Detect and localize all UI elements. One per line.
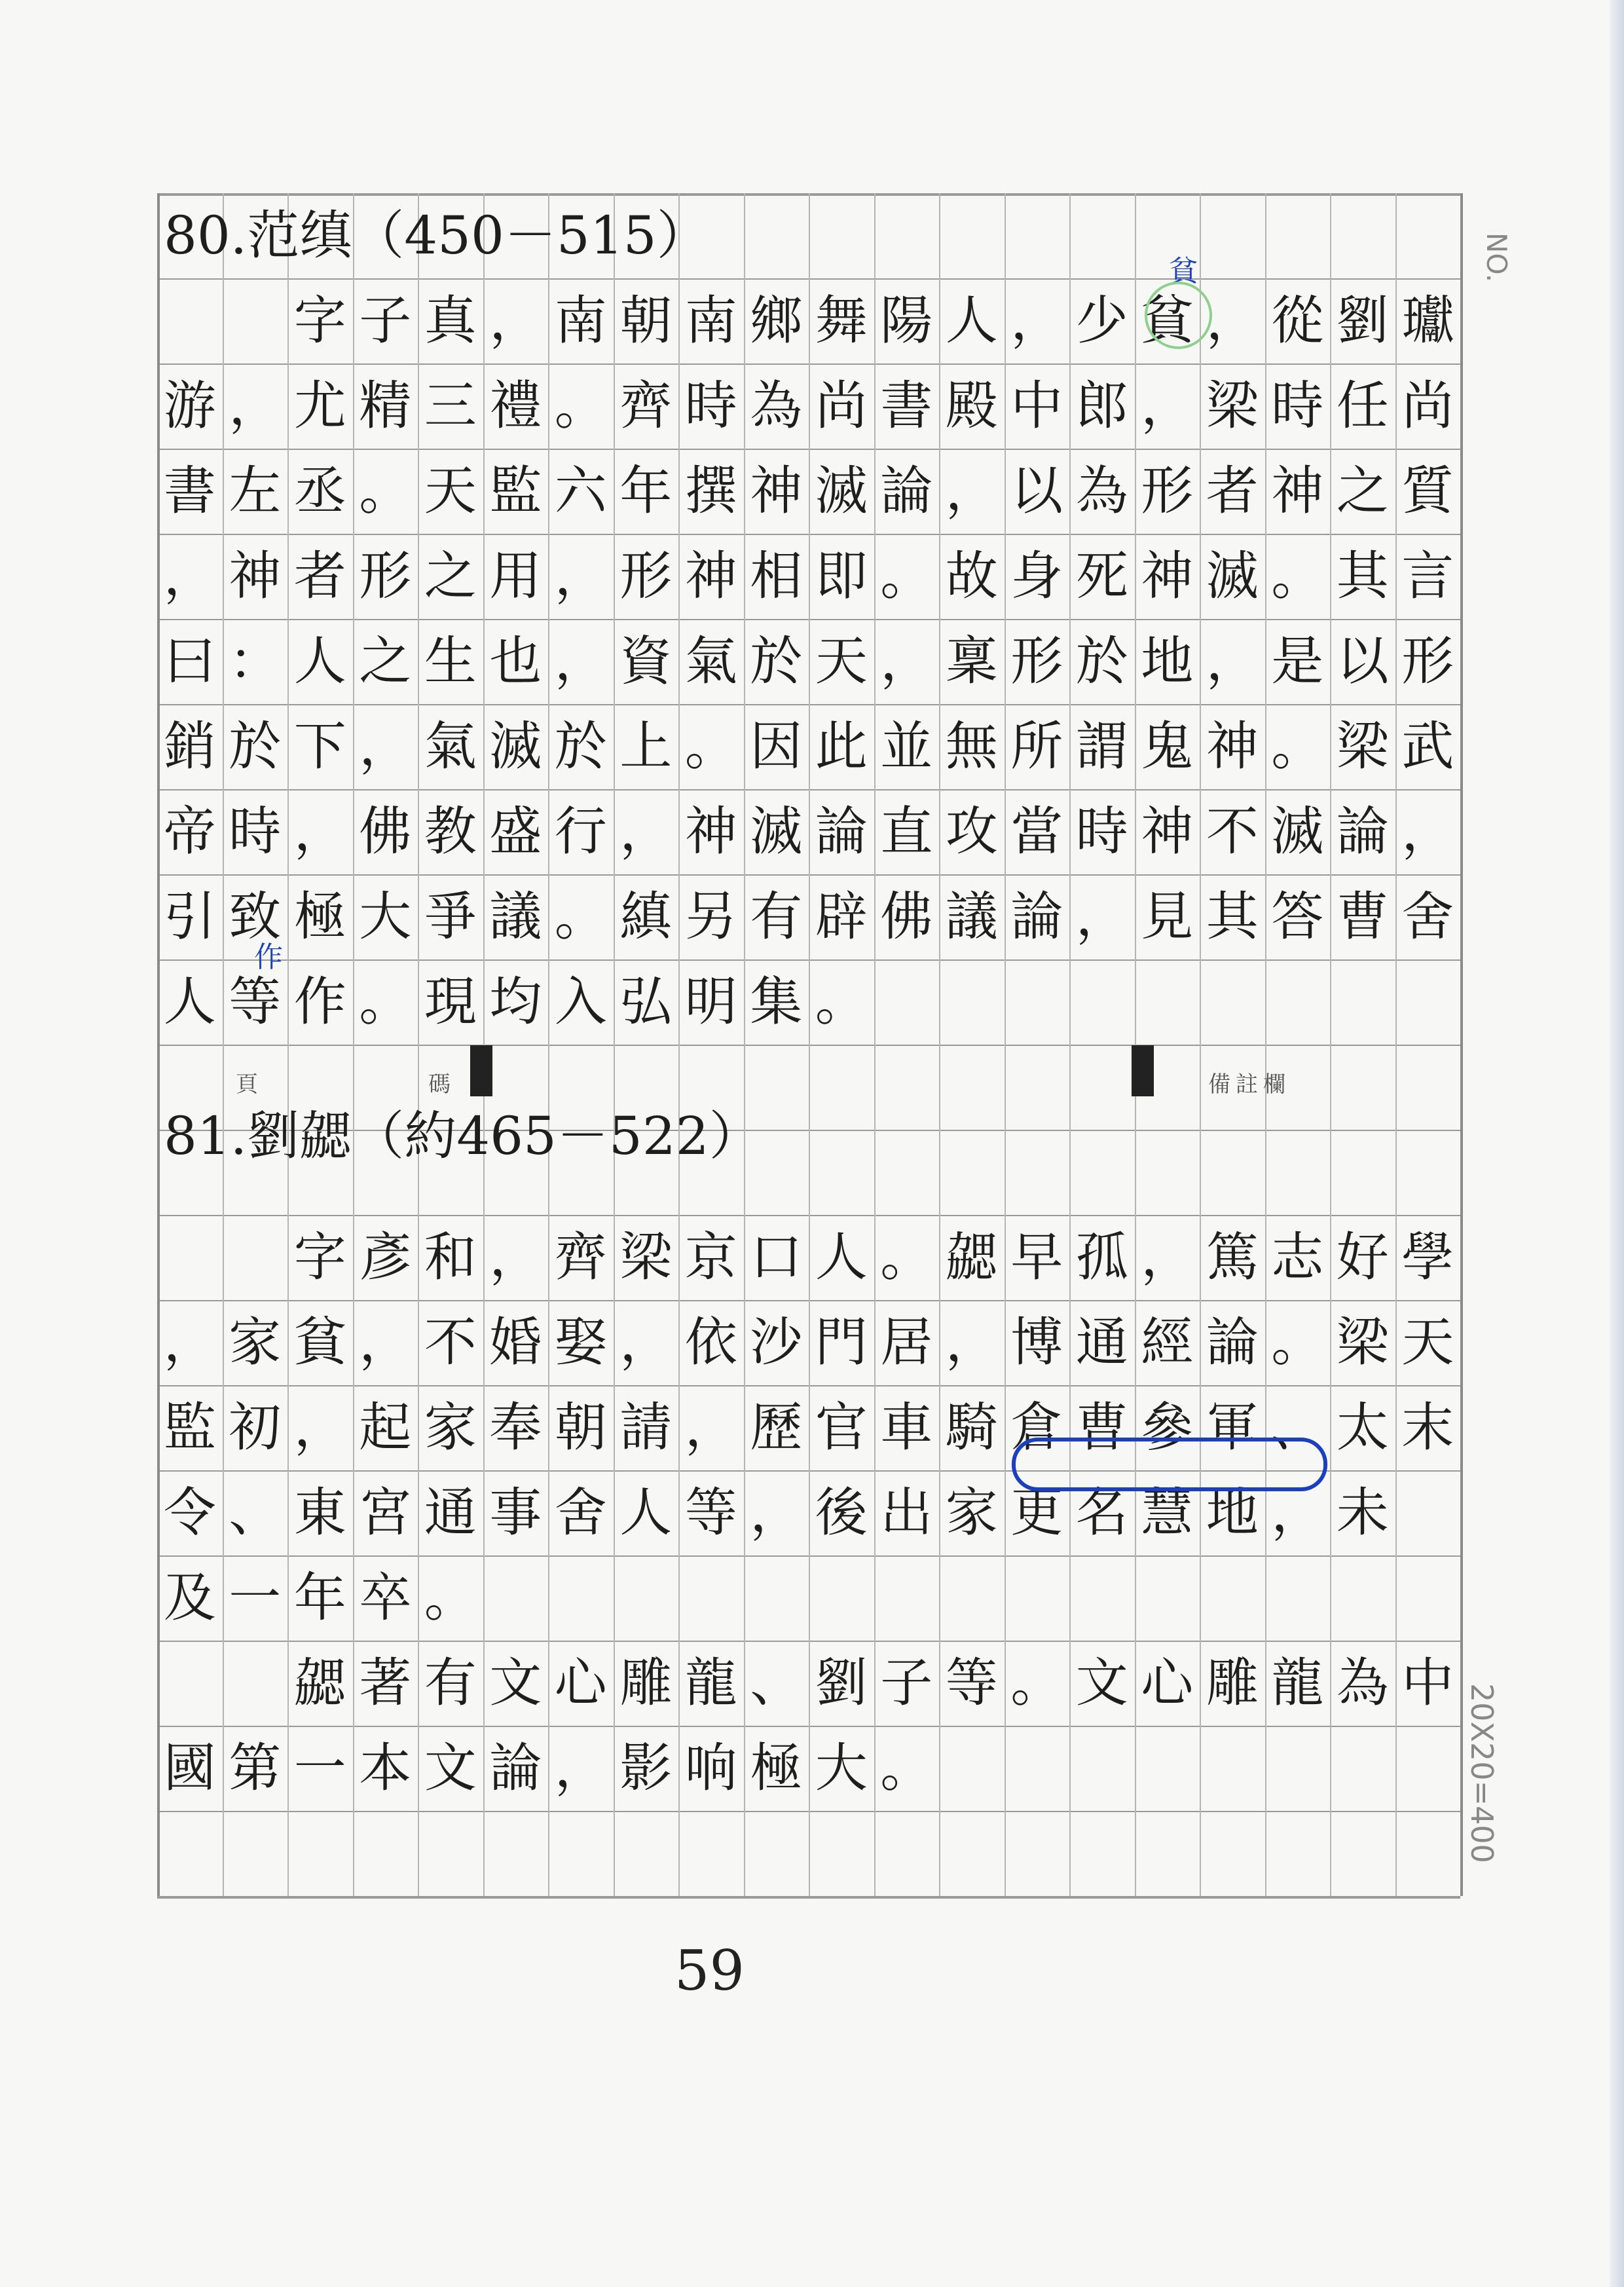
separator-bracket-right (1132, 1045, 1154, 1096)
page-number-label: 頁 碼 (236, 1071, 456, 1098)
manuscript-line: 帝時，佛教盛行，神滅論直攻當時神不滅論， (163, 801, 1467, 862)
manuscript-line: 監初，起家奉朝請，歷官車騎倉曹參軍、太末 (163, 1397, 1467, 1458)
manuscript-line: 字子真，南朝南鄉舞陽人，少貧，從劉瓛 (163, 290, 1467, 351)
separator-bracket-left (470, 1045, 492, 1096)
manuscript-line: ，家貧，不婚娶，依沙門居，博通經論。梁天 (163, 1312, 1467, 1373)
scan-edge (1610, 0, 1624, 2287)
manuscript-line: 銷於下，氣滅於上。因此並無所謂鬼神。梁武 (163, 716, 1467, 777)
manuscript-line: 引致極大爭議。縝另有辟佛議論，見其答曹舍 (163, 886, 1467, 947)
manuscript-line: ，神者形之用，形神相即。故身死神滅。其言 (163, 546, 1467, 606)
correction-note-zuo: 作 (254, 940, 283, 974)
manuscript-line: 書左丞。天監六年撰神滅論，以為形者神之質 (163, 460, 1467, 521)
manuscript-line: 國第一本文論，影响極大。 (163, 1738, 946, 1798)
manuscript-line: 游，尤精三禮。齊時為尚書殿中郎，梁時任尚 (163, 375, 1467, 436)
manuscript-line: 及一年卒。 (163, 1567, 490, 1628)
manuscript-line: 曰：人之生也，資氣於天，稟形於地，是以形 (163, 631, 1467, 692)
correction-note-pin: 貧 (1169, 255, 1198, 288)
manuscript-line: 字彥和，齊梁京口人。勰早孤，篤志好學 (163, 1227, 1467, 1288)
grid-row-line (157, 1896, 1460, 1899)
page-number: 59 (674, 1939, 745, 2003)
remarks-label: 備註欄 (1208, 1071, 1291, 1098)
manuscript-line: 人等作。現均入弘明集。 (163, 971, 881, 1032)
grid-spec-label: 20X20=400 (1464, 1683, 1500, 1863)
top-right-label: NO. (1481, 232, 1513, 283)
section-81-heading: 81.劉勰（約465－522） (164, 1106, 762, 1166)
section-80-heading: 80.范缜（450－515） (164, 205, 709, 266)
manuscript-line: 勰著有文心雕龍、劉子等。文心雕龍為中 (163, 1652, 1467, 1713)
correction-circle (1145, 282, 1212, 349)
strikethrough-mark (1012, 1438, 1327, 1491)
manuscript-line: 令、東宮通事舍人等，後出家更名慧地，未 (163, 1482, 1402, 1543)
